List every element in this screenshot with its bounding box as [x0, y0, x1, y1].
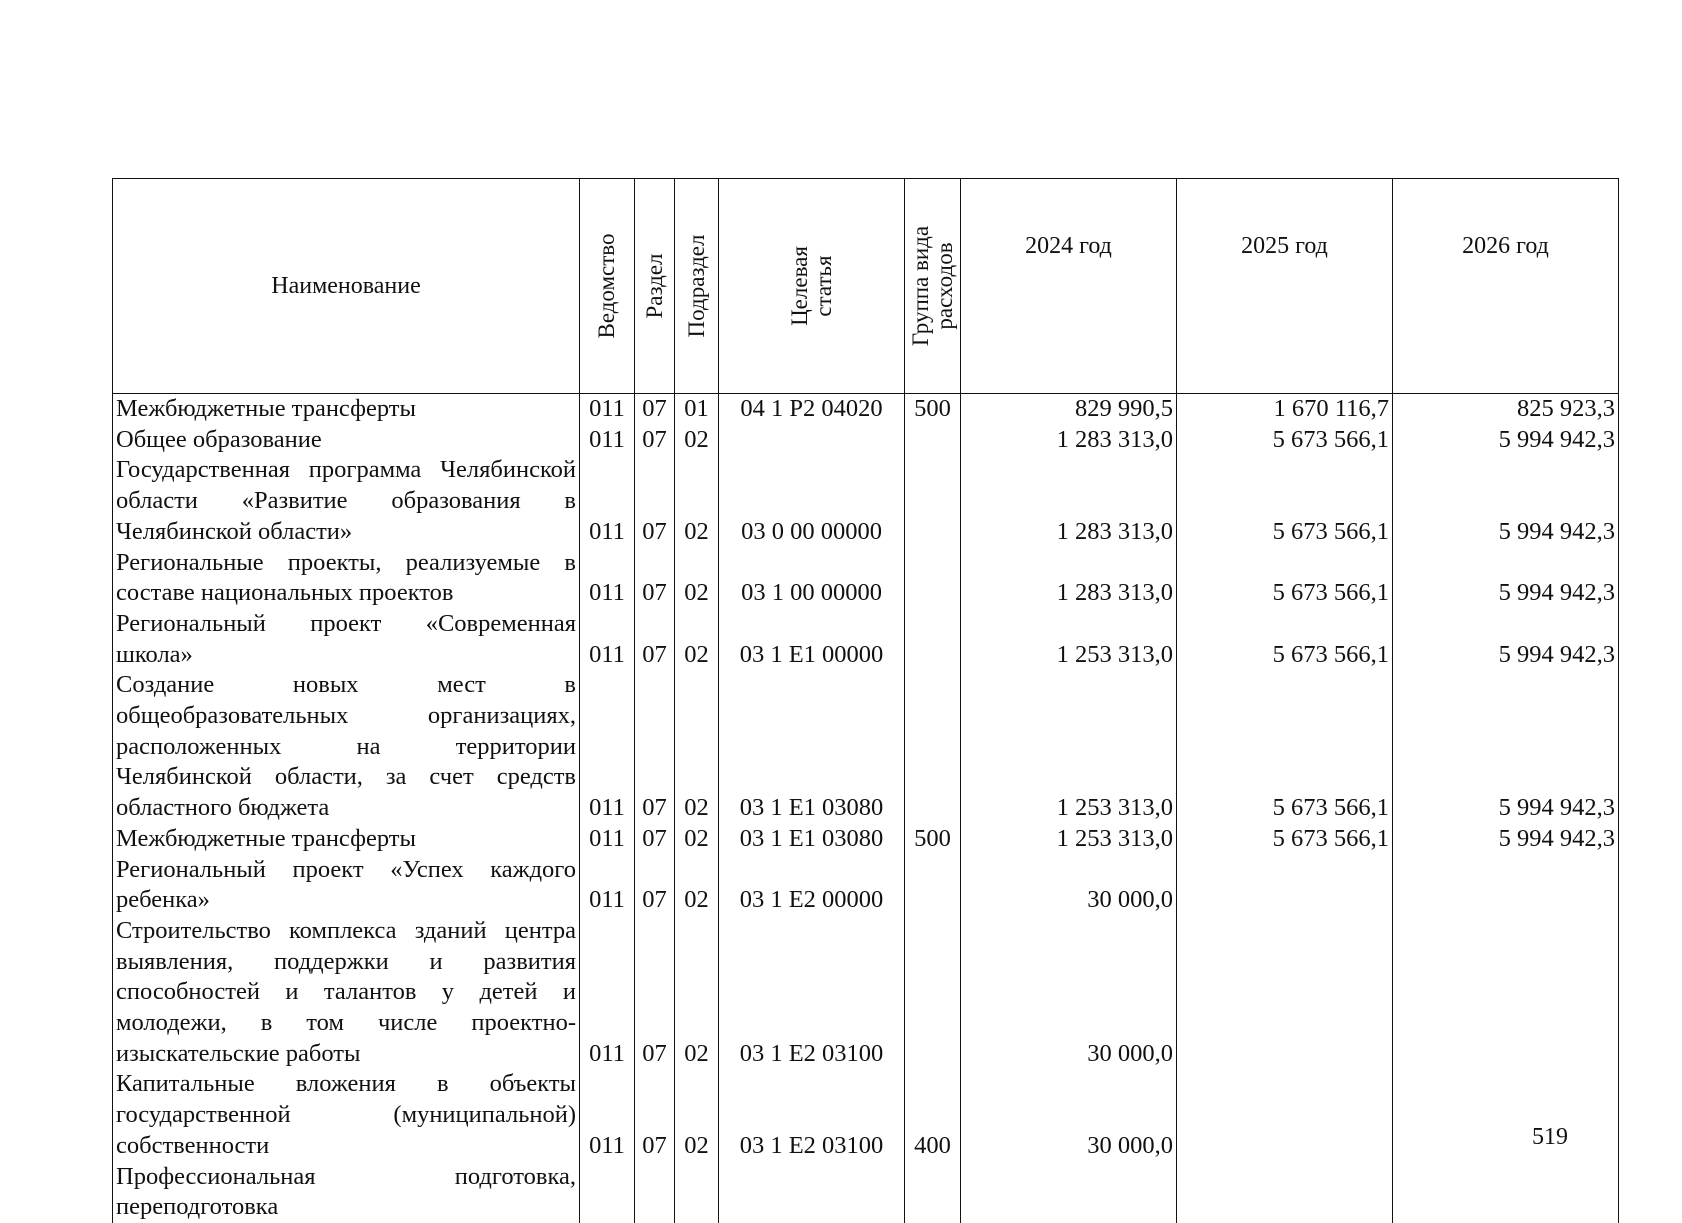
- row-name: Региональный проект «Успех каждого ребенка»: [113, 855, 580, 916]
- row-vedomstvo: 011: [580, 824, 635, 855]
- row-amount-2026: 825 923,3: [1393, 394, 1619, 425]
- header-year-2025: [1177, 179, 1393, 394]
- row-amount-2025: 1 670 116,7: [1177, 394, 1393, 425]
- row-razdel: 07: [635, 916, 675, 1070]
- row-name: Строительство комплекса зданий центра выявления, поддержки и развития способностей и талантов у детей и молодежи, в том числе проектно-изыскательские работы: [113, 916, 580, 1070]
- budget-sheet: [112, 178, 1619, 1223]
- row-amount-2026: [1393, 916, 1619, 1070]
- row-podrazdel: 02: [675, 425, 719, 456]
- row-amount-2025: 5 673 566,1: [1177, 824, 1393, 855]
- row-celevaya-statya: 03 1 00 00000: [719, 548, 905, 609]
- header-celevaya-line2: статья: [810, 255, 836, 317]
- row-celevaya-statya: 03 1 Е1 00000: [719, 609, 905, 670]
- row-name: Создание новых мест в общеобразовательных организациях, расположенных на территории Челябинской области, за счет средств областного бюджета: [113, 670, 580, 824]
- row-razdel: 07: [635, 394, 675, 425]
- row-razdel: 07: [635, 609, 675, 670]
- header-gruppa-line1: Группа вида: [907, 225, 933, 347]
- row-amount-2026: 5 994 942,3: [1393, 548, 1619, 609]
- table-row: [113, 609, 1619, 670]
- header-year-2026: [1393, 179, 1619, 394]
- budget-table-body: [113, 394, 1619, 1223]
- table-row: [113, 1069, 1619, 1161]
- row-vedomstvo: 011: [580, 394, 635, 425]
- header-year-2024: [961, 179, 1177, 394]
- row-name: Капитальные вложения в объекты государственной (муниципальной) собственности: [113, 1069, 580, 1161]
- row-gruppa-vida: [905, 1162, 961, 1223]
- row-celevaya-statya: [719, 425, 905, 456]
- header-gruppa-text: [908, 226, 956, 346]
- row-gruppa-vida: [905, 916, 961, 1070]
- page-number: 519: [1532, 1124, 1568, 1150]
- row-podrazdel: 02: [675, 670, 719, 824]
- row-podrazdel: 02: [675, 855, 719, 916]
- row-podrazdel: 02: [675, 609, 719, 670]
- row-amount-2025: [1177, 916, 1393, 1070]
- row-amount-2024: [961, 1162, 1177, 1223]
- row-gruppa-vida: 500: [905, 394, 961, 425]
- header-podrazdel-text: Подраздел: [683, 234, 709, 338]
- row-gruppa-vida: [905, 455, 961, 547]
- row-celevaya-statya: 03 1 Е1 03080: [719, 670, 905, 824]
- row-podrazdel: 02: [675, 455, 719, 547]
- row-vedomstvo: [580, 1162, 635, 1223]
- table-row: [113, 394, 1619, 425]
- row-amount-2025: [1177, 1162, 1393, 1223]
- row-amount-2026: [1393, 1069, 1619, 1161]
- row-name: Межбюджетные трансферты: [113, 824, 580, 855]
- row-vedomstvo: 011: [580, 455, 635, 547]
- row-vedomstvo: 011: [580, 855, 635, 916]
- header-celevaya-text: [787, 246, 835, 326]
- header-name: [113, 179, 580, 394]
- row-celevaya-statya: 03 0 00 00000: [719, 455, 905, 547]
- row-name: Региональный проект «Современная школа»: [113, 609, 580, 670]
- table-row: [113, 824, 1619, 855]
- row-name: Межбюджетные трансферты: [113, 394, 580, 425]
- row-amount-2024: 1 283 313,0: [961, 455, 1177, 547]
- row-amount-2026: 5 994 942,3: [1393, 455, 1619, 547]
- row-celevaya-statya: [719, 1162, 905, 1223]
- row-amount-2026: [1393, 855, 1619, 916]
- row-celevaya-statya: 03 1 Е2 03100: [719, 916, 905, 1070]
- row-razdel: 07: [635, 855, 675, 916]
- row-vedomstvo: 011: [580, 609, 635, 670]
- row-amount-2025: 5 673 566,1: [1177, 455, 1393, 547]
- table-row: [113, 425, 1619, 456]
- row-amount-2025: 5 673 566,1: [1177, 548, 1393, 609]
- row-amount-2024: 1 283 313,0: [961, 548, 1177, 609]
- row-vedomstvo: 011: [580, 1069, 635, 1161]
- row-podrazdel: 02: [675, 916, 719, 1070]
- row-gruppa-vida: 500: [905, 824, 961, 855]
- row-razdel: 07: [635, 455, 675, 547]
- row-amount-2026: 5 994 942,3: [1393, 609, 1619, 670]
- row-gruppa-vida: [905, 855, 961, 916]
- header-name-text: Наименование: [271, 272, 421, 299]
- row-razdel: 07: [635, 1069, 675, 1161]
- header-gruppa-line2: расходов: [931, 242, 957, 330]
- budget-table: [112, 178, 1619, 1223]
- row-name: Общее образование: [113, 425, 580, 456]
- header-row: [113, 179, 1619, 394]
- row-amount-2024: 1 253 313,0: [961, 609, 1177, 670]
- row-gruppa-vida: [905, 548, 961, 609]
- row-razdel: 07: [635, 425, 675, 456]
- row-amount-2025: 5 673 566,1: [1177, 670, 1393, 824]
- row-amount-2026: 5 994 942,3: [1393, 425, 1619, 456]
- header-gruppa-vida-rashodov: [905, 179, 961, 394]
- row-celevaya-statya: 03 1 Е2 03100: [719, 1069, 905, 1161]
- row-name: Региональные проекты, реализуемые в составе национальных проектов: [113, 548, 580, 609]
- header-celevaya-line1: Целевая: [786, 246, 812, 326]
- row-gruppa-vida: [905, 609, 961, 670]
- row-amount-2024: 1 253 313,0: [961, 824, 1177, 855]
- row-gruppa-vida: [905, 425, 961, 456]
- row-amount-2024: 829 990,5: [961, 394, 1177, 425]
- row-amount-2026: 5 994 942,3: [1393, 824, 1619, 855]
- header-year-2025-text: 2025 год: [1241, 233, 1328, 259]
- row-podrazdel: 01: [675, 394, 719, 425]
- row-celevaya-statya: 04 1 Р2 04020: [719, 394, 905, 425]
- table-row: [113, 1162, 1619, 1223]
- row-name: Профессиональная подготовка, переподготовка: [113, 1162, 580, 1223]
- table-row: [113, 670, 1619, 824]
- row-name: Государственная программа Челябинской области «Развитие образования в Челябинской области»: [113, 455, 580, 547]
- row-vedomstvo: 011: [580, 916, 635, 1070]
- row-gruppa-vida: [905, 670, 961, 824]
- row-amount-2026: 5 994 942,3: [1393, 670, 1619, 824]
- row-amount-2025: [1177, 855, 1393, 916]
- row-amount-2025: 5 673 566,1: [1177, 425, 1393, 456]
- header-celevaya-statya: [719, 179, 905, 394]
- row-celevaya-statya: 03 1 Е1 03080: [719, 824, 905, 855]
- header-vedomstvo: [580, 179, 635, 394]
- table-row: [113, 455, 1619, 547]
- table-row: [113, 548, 1619, 609]
- row-amount-2025: 5 673 566,1: [1177, 609, 1393, 670]
- row-amount-2024: 30 000,0: [961, 916, 1177, 1070]
- table-row: [113, 855, 1619, 916]
- row-amount-2024: 1 253 313,0: [961, 670, 1177, 824]
- row-vedomstvo: 011: [580, 670, 635, 824]
- row-amount-2026: [1393, 1162, 1619, 1223]
- header-razdel-text: Раздел: [641, 253, 667, 319]
- row-vedomstvo: 011: [580, 548, 635, 609]
- header-razdel: [635, 179, 675, 394]
- row-amount-2024: 1 283 313,0: [961, 425, 1177, 456]
- header-year-2026-text: 2026 год: [1462, 233, 1549, 259]
- row-razdel: 07: [635, 824, 675, 855]
- row-celevaya-statya: 03 1 Е2 00000: [719, 855, 905, 916]
- row-podrazdel: [675, 1162, 719, 1223]
- row-amount-2024: 30 000,0: [961, 1069, 1177, 1161]
- row-amount-2025: [1177, 1069, 1393, 1161]
- row-razdel: [635, 1162, 675, 1223]
- row-podrazdel: 02: [675, 824, 719, 855]
- row-gruppa-vida: 400: [905, 1069, 961, 1161]
- row-razdel: 07: [635, 670, 675, 824]
- row-vedomstvo: 011: [580, 425, 635, 456]
- row-podrazdel: 02: [675, 548, 719, 609]
- header-podrazdel: [675, 179, 719, 394]
- header-vedomstvo-text: Ведомство: [593, 233, 619, 339]
- row-razdel: 07: [635, 548, 675, 609]
- header-year-2024-text: 2024 год: [1025, 233, 1112, 259]
- row-amount-2024: 30 000,0: [961, 855, 1177, 916]
- row-podrazdel: 02: [675, 1069, 719, 1161]
- table-row: [113, 916, 1619, 1070]
